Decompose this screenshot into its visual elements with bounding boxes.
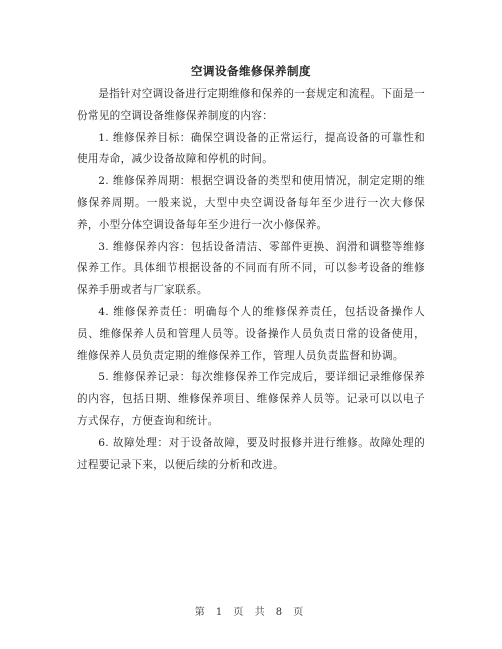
document-title: 空调设备维修保养制度	[191, 64, 311, 78]
document-body	[77, 64, 425, 476]
paragraph-records: 5. 维修保养记录：每次维修保养工作完成后，要详细记录维修保养的内容，包括日期、维修保养项目、维修保养人员等。记录可以以电子方式保存，方便查询和统计。	[77, 371, 425, 427]
paragraph-intro: 是指针对空调设备进行定期维修和保养的一套规定和流程。下面是一份常见的空调设备维修保养制度的内容：	[77, 88, 425, 122]
paragraph-goal: 1. 维修保养目标：确保空调设备的正常运行，提高设备的可靠性和使用寿命，减少设备故障和停机的时间。	[77, 131, 425, 166]
paragraph-fault-handling: 6. 故障处理：对于设备故障，要及时报修并进行维修。故障处理的过程要记录下来，以便后续的分析和改进。	[77, 436, 425, 471]
paragraph-content: 3. 维修保养内容：包括设备清洁、零部件更换、润滑和调整等维修保养工作。具体细节根据设备的不同而有所不同，可以参考设备的维修保养手册或者与厂家联系。	[77, 240, 425, 297]
paragraph-responsibility: 4. 维修保养责任：明确每个人的维修保养责任，包括设备操作人员、维修保养人员和管理人员等。设备操作人员负责日常的设备使用，维修保养人员负责定期的维修保养工作，管理人员负责监督和协调。	[77, 305, 425, 362]
page-number-footer: 第 1 页 共 8 页	[194, 607, 308, 618]
paragraph-cycle: 2. 维修保养周期：根据空调设备的类型和使用情况，制定定期的维修保养周期。一般来说，大型中央空调设备每年至少进行一次大修保养，小型分体空调设备每年至少进行一次小修保养。	[77, 175, 425, 231]
